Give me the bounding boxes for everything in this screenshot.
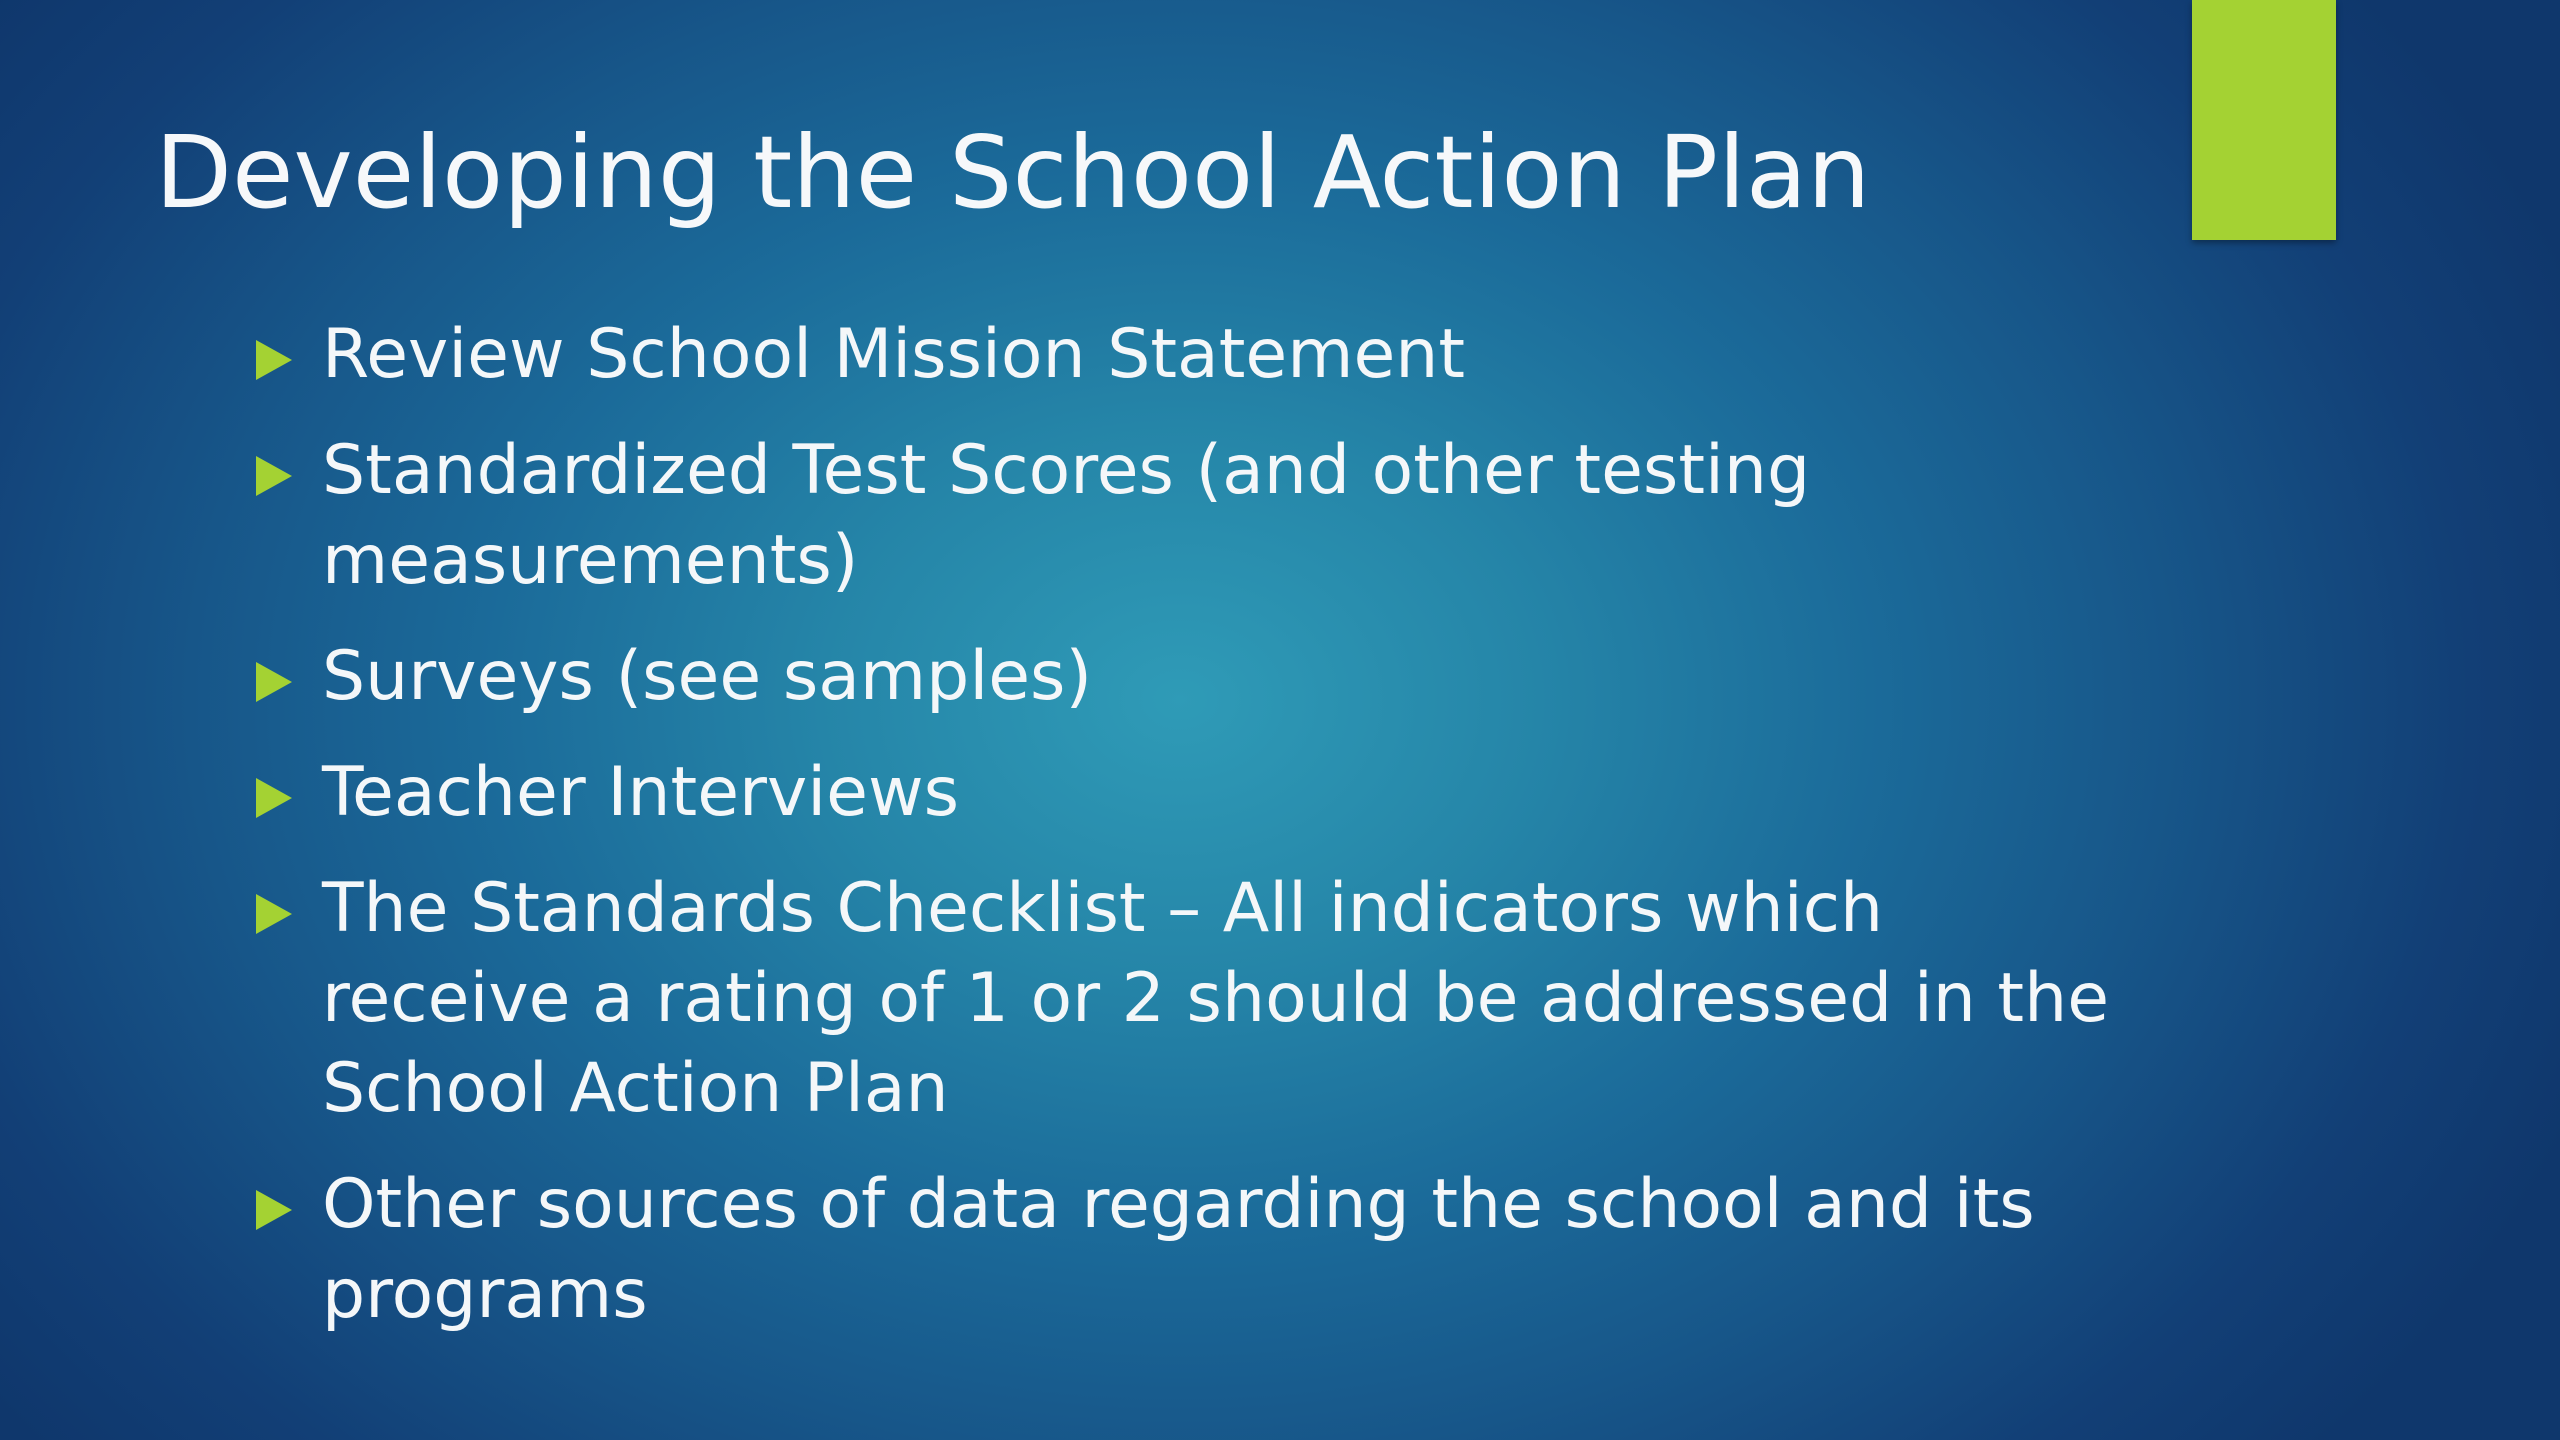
bullet-item — [250, 632, 2130, 722]
bullet-item — [250, 426, 2130, 606]
bullet-item — [250, 864, 2130, 1134]
bullet-list — [250, 310, 2130, 1366]
accent-bar — [2192, 0, 2336, 240]
triangle-right-icon — [256, 662, 292, 702]
bullet-item — [250, 310, 2130, 400]
bullet-text: Teacher Interviews — [322, 753, 960, 832]
triangle-right-icon — [256, 1190, 292, 1230]
triangle-right-icon — [256, 894, 292, 934]
bullet-text: Surveys (see samples) — [322, 637, 1093, 716]
bullet-text: Other sources of data regarding the school and its programs — [322, 1165, 2035, 1334]
bullet-item — [250, 1160, 2130, 1340]
bullet-text: Review School Mission Statement — [322, 315, 1466, 394]
triangle-right-icon — [256, 456, 292, 496]
triangle-right-icon — [256, 340, 292, 380]
bullet-text: The Standards Checklist – All indicators which receive a rating of 1 or 2 should be addressed in the School Action Plan — [322, 869, 2110, 1128]
triangle-right-icon — [256, 778, 292, 818]
slide-title: Developing the School Action Plan — [155, 114, 1871, 231]
bullet-text: Standardized Test Scores (and other testing measurements) — [322, 431, 1811, 600]
bullet-item — [250, 748, 2130, 838]
